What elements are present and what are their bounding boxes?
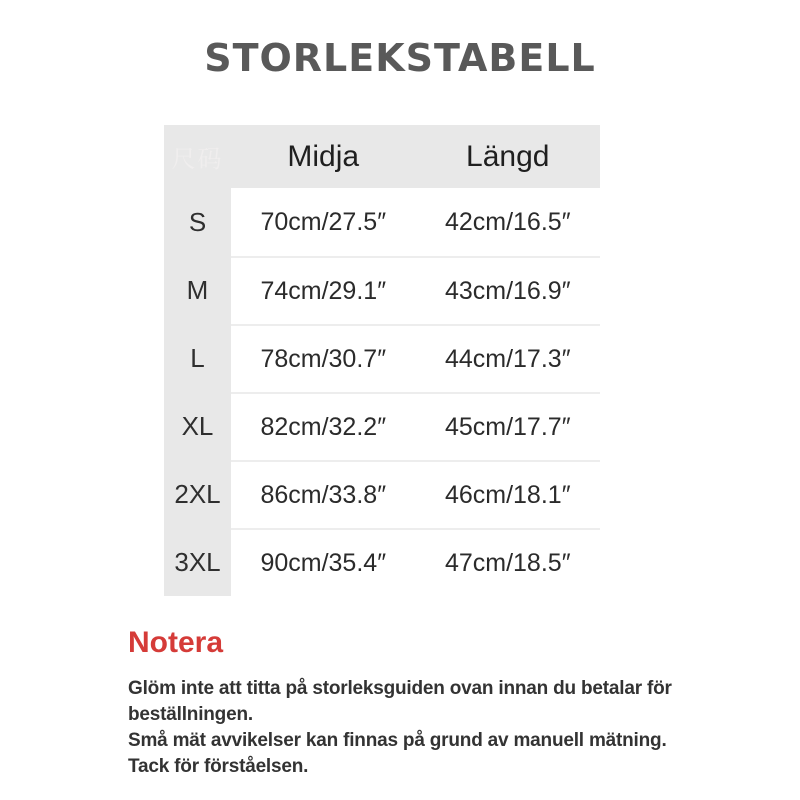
table-header-row: [164, 125, 600, 188]
midja-value: 78cm/30.7″: [231, 324, 416, 392]
table-row: [164, 392, 600, 460]
midja-value: 82cm/32.2″: [231, 392, 416, 460]
size-label: S: [164, 188, 231, 256]
column-header-midja: Midja: [287, 139, 360, 173]
table-row: [164, 324, 600, 392]
watermark-text: 尺码: [171, 146, 224, 173]
langd-value: 47cm/18.5″: [416, 528, 601, 596]
langd-value: 46cm/18.1″: [416, 460, 601, 528]
midja-value: 90cm/35.4″: [231, 528, 416, 596]
size-label: 2XL: [164, 460, 231, 528]
midja-value: 86cm/33.8″: [231, 460, 416, 528]
size-label: 3XL: [164, 528, 231, 596]
page-title: STORLEKSTABELL: [204, 36, 596, 80]
langd-value: 45cm/17.7″: [416, 392, 601, 460]
note-heading: Notera: [128, 626, 224, 659]
table-row: [164, 188, 600, 256]
midja-value: 70cm/27.5″: [231, 188, 416, 256]
table-row: [164, 256, 600, 324]
table-row: [164, 460, 600, 528]
size-label: L: [164, 324, 231, 392]
size-label: XL: [164, 392, 231, 460]
column-header-langd: Längd: [466, 139, 550, 173]
size-label: M: [164, 256, 231, 324]
size-table: [164, 125, 600, 596]
langd-value: 44cm/17.3″: [416, 324, 601, 392]
note-line: Tack för förståelsen.: [128, 756, 309, 777]
langd-value: 42cm/16.5″: [416, 188, 601, 256]
midja-value: 74cm/29.1″: [231, 256, 416, 324]
langd-value: 43cm/16.9″: [416, 256, 601, 324]
note-line: Glöm inte att titta på storleksguiden ovan innan du betalar för beställningen.: [128, 678, 672, 725]
note-section: [128, 626, 708, 780]
table-row: [164, 528, 600, 596]
note-lines: [128, 676, 708, 780]
note-line: Små mät avvikelser kan finnas på grund av manuell mätning.: [128, 730, 667, 751]
